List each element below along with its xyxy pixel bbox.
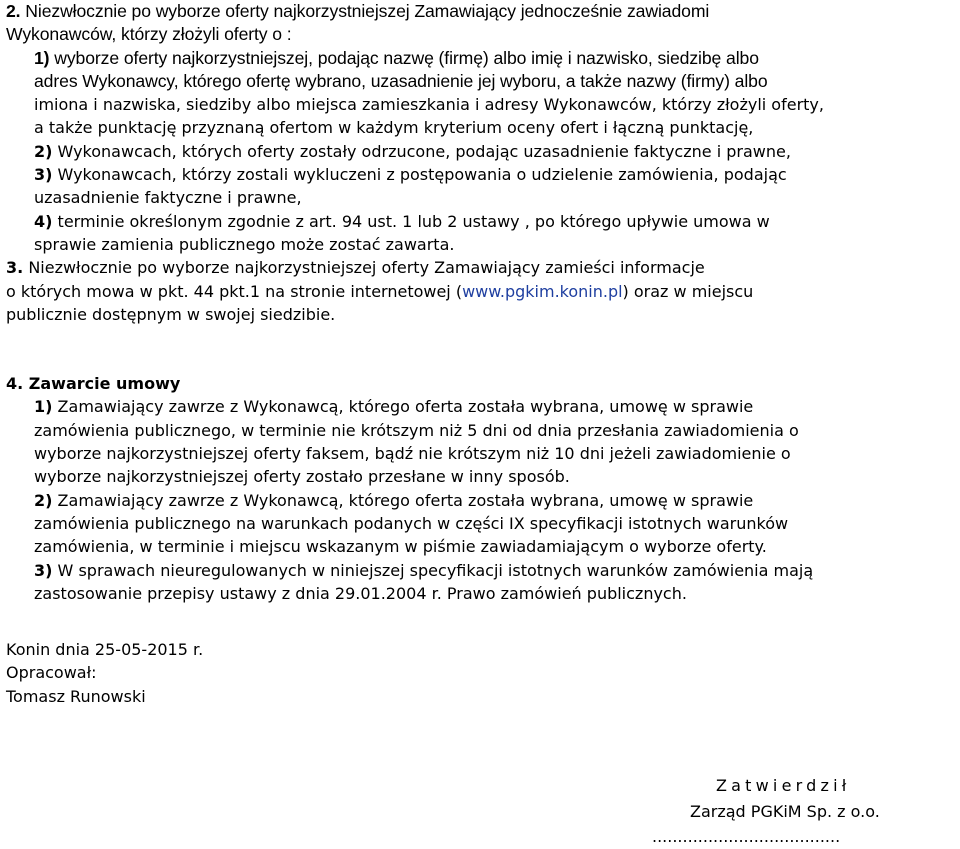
section-2-line-1	[6, 0, 956, 23]
section-3-line-2	[6, 280, 956, 303]
document	[6, 0, 956, 708]
section-3-number: 3.	[6, 258, 24, 278]
section-3-line-3: publicznie dostępnym w swojej siedzibie.	[6, 304, 336, 324]
item-2-line-1	[6, 140, 956, 163]
para-1-line-4: wyborze najkorzystniejszej oferty zostało przesłane w inny sposób.	[34, 467, 570, 487]
item-4-line-2: sprawie zamienia publicznego może zostać zawarta.	[34, 234, 455, 254]
para-2-number: 2)	[34, 490, 53, 510]
approved-label: Zatwierdził	[716, 776, 851, 795]
section-2	[6, 0, 956, 256]
section-2-line-2: Wykonawców, którzy złożyli oferty o :	[6, 24, 292, 45]
item-1-line-1	[6, 47, 956, 70]
para-3-line-1	[6, 559, 956, 582]
para-3-text-1: W sprawach nieuregulowanych w niniejszej specyfikacji istotnych warunków zamówienia mają	[57, 560, 814, 580]
approved-label-wrap	[690, 776, 950, 795]
item-2-text-1: Wykonawcach, których oferty zostały odrzucone, podając uzasadnienie faktyczne i prawne,	[57, 141, 791, 161]
item-4-text-1: terminie określonym zgodnie z art. 94 ust. 1 lub 2 ustawy , po którego upływie umowa w	[57, 211, 770, 231]
para-1-number: 1)	[34, 397, 53, 417]
para-1-line-3: wyborze najkorzystniejszej oferty faksem, bądź nie krótszym niż 10 dni jeżeli zawiadomienie o	[34, 444, 791, 464]
item-1-line-4: a także punktację przyznaną ofertom w każdym kryterium oceny ofert i łączną punktację,	[34, 118, 754, 138]
website-link[interactable]: www.pgkim.konin.pl	[462, 281, 623, 301]
item-2-number: 2)	[34, 141, 53, 161]
section-3-text-1: Niezwłocznie po wyborze najkorzystniejszej oferty Zamawiający zamieści informacje	[28, 258, 705, 278]
prepared-by-label: Opracował:	[6, 663, 97, 683]
section-3	[6, 256, 956, 326]
para-2-line-3: zamówienia, w terminie i miejscu wskazanym w piśmie zawiadamiającym o wyborze oferty.	[34, 537, 767, 557]
item-4-number: 4)	[34, 211, 53, 231]
item-3-line-2: uzasadnienie faktyczne i prawne,	[34, 188, 302, 208]
para-3-line-2: zastosowanie przepisy ustawy z dnia 29.01.2004 r. Prawo zamówień publicznych.	[34, 583, 687, 603]
section-2-text-1: Niezwłocznie po wyborze oferty najkorzystniejszej Zamawiający jednocześnie zawiadomi	[25, 1, 710, 21]
board-name: Zarząd PGKiM Sp. z o.o.	[690, 802, 880, 821]
para-3-number: 3)	[34, 560, 53, 580]
item-1-line-2: adres Wykonawcy, którego ofertę wybrano, uzasadnienie jej wyboru, a także nazwy (firmy) albo	[34, 70, 768, 91]
para-2-line-1	[6, 489, 956, 512]
item-3-line-1	[6, 163, 956, 186]
section-3-text-2a: o których mowa w pkt. 44 pkt.1 na stronie internetowej (	[6, 281, 463, 301]
para-1-line-2: zamówienia publicznego, w terminie nie krótszym niż 5 dni od dnia przesłania zawiadomienia o	[34, 420, 799, 440]
signature-dots: .....................................	[652, 827, 841, 846]
item-4-line-1	[6, 210, 956, 233]
section-3-text-2b: ) oraz w miejscu	[622, 281, 754, 301]
item-3-text-1: Wykonawcach, którzy zostali wykluczeni z postępowania o udzielenie zamówienia, podając	[57, 165, 787, 185]
section-3-line-1	[6, 256, 956, 279]
section-4	[6, 372, 956, 605]
section-4-heading: 4. Zawarcie umowy	[6, 374, 181, 394]
author-name: Tomasz Runowski	[6, 686, 146, 706]
item-3-number: 3)	[34, 165, 53, 185]
para-2-text-1: Zamawiający zawrze z Wykonawcą, którego oferta została wybrana, umowę w sprawie	[57, 490, 754, 510]
footer	[6, 638, 956, 708]
para-1-text-1: Zamawiający zawrze z Wykonawcą, którego oferta została wybrana, umowę w sprawie	[57, 397, 754, 417]
para-1-line-1	[6, 395, 956, 418]
item-1-text-1: wyborze oferty najkorzystniejszej, podając nazwę (firmę) albo imię i nazwisko, siedzibę albo	[54, 47, 759, 68]
para-2-line-2: zamówienia publicznego na warunkach podanych w części IX specyfikacji istotnych warunków	[34, 513, 789, 533]
section-2-number: 2.	[6, 1, 21, 21]
item-1-number: 1)	[34, 47, 50, 68]
footer-date: Konin dnia 25-05-2015 r.	[6, 640, 204, 660]
item-1-line-3: imiona i nazwiska, siedziby albo miejsca zamieszkania i adresy Wykonawców, którzy złożyli oferty,	[34, 95, 824, 115]
